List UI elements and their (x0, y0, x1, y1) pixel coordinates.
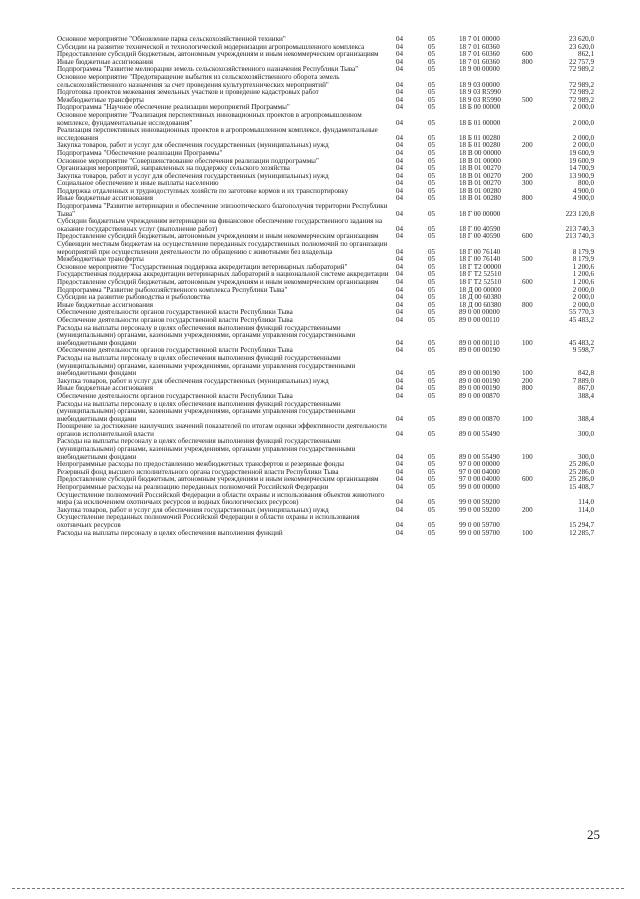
row-target-article: 18 Г 00 00000 (459, 209, 501, 218)
row-podrazdel: 05 (428, 293, 436, 302)
row-target-article: 18 7 01 60360 (459, 57, 500, 66)
table-row (0, 241, 640, 256)
row-sum: 23 620,0 (569, 35, 594, 43)
row-sum: 72 989,2 (569, 88, 594, 97)
row-podrazdel: 05 (428, 521, 436, 529)
row-target-article: 18 7 01 00000 (459, 35, 500, 43)
row-razdel: 04 (396, 300, 404, 309)
row-razdel: 04 (396, 80, 404, 89)
row-razdel: 04 (396, 88, 404, 97)
page-number: 25 (587, 827, 600, 842)
row-podrazdel: 05 (428, 498, 436, 507)
row-sum: 300,0 (578, 452, 594, 461)
row-razdel: 04 (396, 460, 404, 469)
row-podrazdel: 05 (428, 391, 436, 400)
row-target-article: 89 0 00 00110 (459, 338, 500, 347)
row-sum: 13 900,9 (569, 171, 594, 180)
row-target-article: 18 В 00 00000 (459, 148, 501, 157)
row-target-article: 89 0 00 00870 (459, 414, 500, 423)
row-sum: 388,4 (578, 391, 594, 400)
row-sum: 4 900,0 (572, 194, 594, 203)
row-expense-type: 100 (522, 528, 533, 537)
row-name: Субсидии на развитие технической и технологической модернизации агропромышленного комплекса (57, 42, 365, 51)
row-razdel: 04 (396, 164, 404, 173)
row-razdel: 04 (396, 50, 404, 59)
row-name: Межбюджетные трансферты (57, 95, 144, 104)
row-target-article: 18 9 03 R5990 (459, 95, 501, 104)
row-expense-type: 600 (522, 232, 533, 241)
row-target-article: 97 0 00 04000 (459, 475, 500, 484)
row-razdel: 04 (396, 95, 404, 104)
row-name: Обеспечение деятельности органов государственной власти Республики Тыва (57, 346, 293, 355)
table-row (0, 355, 640, 378)
row-podrazdel: 05 (428, 65, 436, 74)
row-expense-type: 300 (522, 179, 533, 188)
row-podrazdel: 05 (428, 103, 436, 112)
row-sum: 800,0 (578, 179, 594, 188)
row-razdel: 04 (396, 521, 404, 529)
row-razdel: 04 (396, 247, 404, 256)
row-target-article: 18 Г Т2 52510 (459, 278, 502, 286)
row-sum: 1 200,6 (572, 278, 594, 286)
row-sum: 55 770,3 (569, 308, 594, 317)
row-podrazdel: 05 (428, 528, 436, 537)
row-podrazdel: 05 (428, 452, 436, 461)
row-name: Расходы на выплаты персоналу в целях обеспечения выполнения функций государственными (муниципальными) органами, казенными учреждениями, органами управления государственными внебюджетными фондами (57, 323, 356, 347)
row-name: Закупка товаров, работ и услуг для обеспечения государственных (муниципальных) нужд (57, 171, 329, 180)
row-podrazdel: 05 (428, 346, 436, 355)
row-razdel: 04 (396, 528, 404, 537)
row-target-article: 18 В 01 00270 (459, 171, 501, 180)
row-name: Расходы на выплаты персоналу в целях обеспечения выполнения функций государственными (муниципальными) органами, казенными учреждениями, органами управления государственными внебюджетными фондами (57, 353, 356, 378)
row-name: Реализация перспективных инновационных проектов в агропромышленном комплексе, фундаментальные исследования (57, 126, 378, 142)
row-podrazdel: 05 (428, 300, 436, 309)
row-sum: 114,0 (578, 498, 594, 507)
row-razdel: 04 (396, 255, 404, 264)
row-name: Основное мероприятие "Обновление парка сельскохозяйственной техники" (57, 35, 286, 43)
table-row (0, 401, 640, 424)
row-podrazdel: 05 (428, 194, 436, 203)
row-name: Осуществление переданных полномочий Российской Федерации в области охраны и использования охотничьих ресурсов (57, 513, 360, 529)
row-target-article: 18 Г 00 40590 (459, 232, 501, 241)
row-razdel: 04 (396, 285, 404, 294)
row-target-article: 97 0 00 00000 (459, 460, 500, 469)
row-name: Обеспечение деятельности органов государственной власти Республики Тыва (57, 308, 293, 317)
table-row (0, 423, 640, 438)
row-sum: 2 000,0 (572, 293, 594, 302)
row-podrazdel: 05 (428, 315, 436, 324)
row-name: Иные бюджетные ассигнования (57, 300, 154, 309)
row-name: Иные бюджетные ассигнования (57, 57, 154, 66)
row-razdel: 04 (396, 148, 404, 157)
row-target-article: 18 В 01 00280 (459, 186, 501, 195)
row-podrazdel: 05 (428, 156, 436, 165)
row-name: Основное мероприятие "Предотвращение выбытия из сельскохозяйственного оборота земель сельскохозяйственного назначения за счет проведения культуртехнических мероприятий" (57, 72, 340, 89)
row-target-article: 18 В 01 00270 (459, 179, 501, 188)
row-razdel: 04 (396, 278, 404, 286)
row-podrazdel: 05 (428, 95, 436, 104)
row-expense-type: 200 (522, 376, 533, 385)
row-sum: 15 408,7 (569, 483, 594, 492)
table-row (0, 514, 640, 529)
row-razdel: 04 (396, 384, 404, 393)
row-podrazdel: 05 (428, 209, 436, 218)
row-target-article: 18 Б 00 00000 (459, 103, 501, 112)
row-name: Предоставление субсидий бюджетным, автономным учреждениям и иным некоммерческим организациям (57, 50, 379, 59)
row-name: Обеспечение деятельности органов государственной власти Республики Тыва (57, 315, 293, 324)
row-sum: 72 989,2 (569, 65, 594, 74)
row-name: Основное мероприятие "Реализация перспективных инновационных проектов в агропромышленном комплексе, фундаментальные исследования" (57, 110, 362, 127)
row-podrazdel: 05 (428, 285, 436, 294)
budget-table (0, 36, 640, 537)
row-name: Основное мероприятие "Совершенствование обеспечения реализации подпрограммы" (57, 156, 319, 165)
row-sum: 45 483,2 (569, 338, 594, 347)
row-target-article: 18 Г 00 76140 (459, 247, 501, 256)
row-podrazdel: 05 (428, 270, 436, 279)
row-sum: 4 900,0 (572, 186, 594, 195)
row-sum: 8 179,9 (572, 255, 594, 264)
row-sum: 22 757,9 (569, 57, 594, 66)
row-razdel: 04 (396, 483, 404, 492)
row-name: Иные бюджетные ассигнования (57, 384, 154, 393)
row-razdel: 04 (396, 171, 404, 180)
row-podrazdel: 05 (428, 467, 436, 476)
row-sum: 25 286,0 (569, 467, 594, 476)
row-podrazdel: 05 (428, 505, 436, 514)
row-target-article: 18 Г Т2 52510 (459, 270, 502, 279)
row-sum: 862,1 (578, 50, 594, 59)
row-target-article: 89 0 00 00110 (459, 315, 500, 324)
row-target-article: 99 0 00 00000 (459, 483, 500, 492)
row-name: Иные бюджетные ассигнования (57, 194, 154, 203)
row-razdel: 04 (396, 194, 404, 203)
row-sum: 7 889,0 (572, 376, 594, 385)
row-sum: 72 989,2 (569, 95, 594, 104)
row-podrazdel: 05 (428, 232, 436, 241)
row-podrazdel: 05 (428, 308, 436, 317)
row-razdel: 04 (396, 391, 404, 400)
row-name: Закупка товаров, работ и услуг для обеспечения государственных (муниципальных) нужд (57, 376, 329, 385)
row-target-article: 18 Г 00 76140 (459, 255, 501, 264)
row-razdel: 04 (396, 133, 404, 142)
row-name: Закупка товаров, работ и услуг для обеспечения государственных (муниципальных) нужд (57, 141, 329, 150)
row-target-article: 18 7 01 60360 (459, 42, 500, 51)
row-name: Обеспечение деятельности органов государственной власти Республики Тыва (57, 391, 293, 400)
row-name: Расходы на выплаты персоналу в целях обеспечения выполнения функций (57, 528, 283, 537)
row-razdel: 04 (396, 505, 404, 514)
row-sum: 9 598,7 (572, 346, 594, 355)
row-razdel: 04 (396, 467, 404, 476)
row-name: Поддержка отдаленных и труднодоступных хозяйств по заготовке кормов и их транспортировку (57, 186, 349, 195)
table-row (0, 325, 640, 348)
row-sum: 8 179,9 (572, 247, 594, 256)
row-expense-type: 200 (522, 505, 533, 514)
row-target-article: 18 9 03 R5990 (459, 88, 501, 97)
footer-rule (12, 888, 624, 889)
row-razdel: 04 (396, 369, 404, 378)
row-name: Государственная поддержка аккредитации ветеринарных лабораторий в национальной системе аккредитации (57, 270, 389, 279)
row-name: Поощрение за достижение наилучших значений показателей по итогам оценки эффективности деятельности органов исполнительной власти (57, 422, 387, 438)
row-target-article: 18 9 00 00000 (459, 65, 500, 74)
row-expense-type: 800 (522, 194, 533, 203)
row-podrazdel: 05 (428, 224, 436, 233)
row-name: Субвенции местным бюджетам на осуществление переданных государственных полномочий по организации мероприятий при осуществлении деятельности по обращению с животными без владельца (57, 240, 388, 256)
row-name: Подготовка проектов межевания земельных участков и проведение кадастровых работ (57, 88, 319, 97)
row-name: Подпрограмма "Научное обеспечение реализации мероприятий Программы" (57, 103, 290, 112)
row-target-article: 99 0 00 59700 (459, 528, 500, 537)
row-name: Расходы на выплаты персоналу в целях обеспечения выполнения функций государственными (муниципальными) органами, казенными учреждениями, органами управления государственными внебюджетными фондами (57, 399, 356, 423)
row-sum: 300,0 (578, 429, 594, 438)
row-razdel: 04 (396, 315, 404, 324)
row-name: Подпрограмма "Обеспечение реализации Программы" (57, 148, 223, 157)
table-row (0, 438, 640, 461)
row-podrazdel: 05 (428, 80, 436, 89)
row-target-article: 18 В 01 00270 (459, 164, 501, 173)
row-razdel: 04 (396, 209, 404, 218)
row-razdel: 04 (396, 498, 404, 507)
row-podrazdel: 05 (428, 255, 436, 264)
row-sum: 25 286,0 (569, 475, 594, 484)
row-podrazdel: 05 (428, 338, 436, 347)
row-podrazdel: 05 (428, 384, 436, 393)
row-podrazdel: 05 (428, 50, 436, 59)
row-podrazdel: 05 (428, 164, 436, 173)
row-name: Подпрограмма "Развитие мелиорации земель сельскохозяйственного назначения Республики Тыва" (57, 65, 359, 74)
row-sum: 2 000,0 (572, 103, 594, 112)
row-target-article: 18 Г Т2 00000 (459, 262, 502, 271)
row-podrazdel: 05 (428, 88, 436, 97)
row-sum: 223 120,8 (565, 209, 594, 218)
row-name: Непрограммные расходы на реализацию переданных полномочий Российской Федерации (57, 483, 329, 492)
row-sum: 2 000,0 (572, 118, 594, 127)
row-name: Предоставление субсидий бюджетным, автономным учреждениям и иным некоммерческим организациям (57, 475, 379, 484)
row-podrazdel: 05 (428, 475, 436, 484)
row-target-article: 18 Б 01 00280 (459, 133, 501, 142)
row-podrazdel: 05 (428, 179, 436, 188)
row-podrazdel: 05 (428, 460, 436, 469)
row-razdel: 04 (396, 270, 404, 279)
row-razdel: 04 (396, 308, 404, 317)
row-sum: 45 483,2 (569, 315, 594, 324)
row-sum: 14 700,9 (569, 164, 594, 173)
row-podrazdel: 05 (428, 35, 436, 43)
row-razdel: 04 (396, 42, 404, 51)
row-razdel: 04 (396, 35, 404, 43)
row-target-article: 89 0 00 00190 (459, 376, 500, 385)
row-razdel: 04 (396, 452, 404, 461)
row-expense-type: 800 (522, 300, 533, 309)
row-target-article: 18 Д 00 00000 (459, 285, 502, 294)
table-row (0, 218, 640, 233)
row-name: Подпрограмма "Развитие рыбохозяйственного комплекса Республики Тыва" (57, 285, 288, 294)
row-name: Социальное обеспечение и иные выплаты населению (57, 179, 219, 188)
table-row (0, 530, 640, 538)
row-sum: 19 600,9 (569, 156, 594, 165)
row-target-article: 99 0 00 59200 (459, 505, 500, 514)
row-sum: 213 740,3 (565, 224, 594, 233)
row-razdel: 04 (396, 224, 404, 233)
row-name: Закупка товаров, работ и услуг для обеспечения государственных (муниципальных) нужд (57, 505, 329, 514)
row-name: Непрограммные расходы по предоставлению межбюджетных трансфертов и резервные фонды (57, 460, 345, 469)
row-target-article: 89 0 00 00870 (459, 391, 500, 400)
row-razdel: 04 (396, 232, 404, 241)
row-podrazdel: 05 (428, 133, 436, 142)
row-podrazdel: 05 (428, 118, 436, 127)
row-target-article: 97 0 00 04000 (459, 467, 500, 476)
row-target-article: 18 Г 00 40590 (459, 224, 501, 233)
row-razdel: 04 (396, 141, 404, 150)
row-razdel: 04 (396, 376, 404, 385)
row-expense-type: 100 (522, 452, 533, 461)
row-name: Субсидии бюджетным учреждениям ветеринарии на финансовое обеспечение государственного задания на оказание государственных услуг (выполнение работ) (57, 217, 383, 233)
row-expense-type: 100 (522, 414, 533, 423)
row-podrazdel: 05 (428, 278, 436, 286)
row-podrazdel: 05 (428, 141, 436, 150)
row-razdel: 04 (396, 475, 404, 484)
row-target-article: 18 В 01 00000 (459, 156, 501, 165)
row-name: Расходы на выплаты персоналу в целях обеспечения выполнения функций государственными (муниципальными) органами, казенными учреждениями, органами управления государственными внебюджетными фондами (57, 437, 356, 461)
row-expense-type: 600 (522, 475, 533, 484)
row-name: Предоставление субсидий бюджетным, автономным учреждениям и иным некоммерческим организациям (57, 278, 379, 286)
row-podrazdel: 05 (428, 483, 436, 492)
row-sum: 2 000,0 (572, 133, 594, 142)
row-target-article: 18 Б 01 00000 (459, 118, 501, 127)
row-sum: 72 989,2 (569, 80, 594, 89)
row-razdel: 04 (396, 186, 404, 195)
row-razdel: 04 (396, 338, 404, 347)
row-target-article: 89 0 00 00190 (459, 384, 500, 393)
row-target-article: 89 0 00 00000 (459, 308, 500, 317)
row-target-article: 18 Б 01 00280 (459, 141, 501, 150)
row-sum: 15 294,7 (569, 521, 594, 529)
row-podrazdel: 05 (428, 262, 436, 271)
row-expense-type: 100 (522, 369, 533, 378)
row-podrazdel: 05 (428, 376, 436, 385)
row-sum: 2 000,0 (572, 141, 594, 150)
row-name: Субсидии на развитие рыбоводства и рыболовства (57, 293, 210, 302)
row-target-article: 89 0 00 55490 (459, 452, 500, 461)
row-podrazdel: 05 (428, 57, 436, 66)
row-sum: 2 000,0 (572, 285, 594, 294)
row-sum: 1 200,6 (572, 262, 594, 271)
row-razdel: 04 (396, 293, 404, 302)
row-razdel: 04 (396, 346, 404, 355)
row-podrazdel: 05 (428, 186, 436, 195)
row-sum: 2 000,0 (572, 300, 594, 309)
row-expense-type: 600 (522, 50, 533, 59)
row-podrazdel: 05 (428, 429, 436, 438)
row-razdel: 04 (396, 414, 404, 423)
row-podrazdel: 05 (428, 148, 436, 157)
row-expense-type: 500 (522, 95, 533, 104)
row-target-article: 18 В 01 00280 (459, 194, 501, 203)
row-expense-type: 200 (522, 141, 533, 150)
table-row (0, 203, 640, 218)
row-razdel: 04 (396, 118, 404, 127)
row-podrazdel: 05 (428, 414, 436, 423)
row-name: Резервный фонд высшего исполнительного органа государственной власти Республики Тыва (57, 467, 339, 476)
row-target-article: 99 0 00 59700 (459, 521, 500, 529)
row-sum: 842,8 (578, 369, 594, 378)
row-sum: 23 620,0 (569, 42, 594, 51)
row-razdel: 04 (396, 156, 404, 165)
row-target-article: 18 Д 00 60380 (459, 293, 502, 302)
row-target-article: 99 0 00 59200 (459, 498, 500, 507)
table-row (0, 74, 640, 89)
row-name: Основное мероприятие "Государственная поддержка аккредитации ветеринарных лабораторий" (57, 262, 348, 271)
row-expense-type: 500 (522, 255, 533, 264)
table-row (0, 492, 640, 507)
row-name: Организация мероприятий, направленных на поддержку сельского хозяйства (57, 164, 290, 173)
row-expense-type: 200 (522, 171, 533, 180)
row-target-article: 18 7 01 60360 (459, 50, 500, 59)
row-name: Осуществление полномочий Российской Федерации в области охраны и использования объектов животного мира (за исключением охотничьих ресурсов и водных биологических ресурсов) (57, 490, 385, 507)
row-sum: 114,0 (578, 505, 594, 514)
row-name: Предоставление субсидий бюджетным, автономным учреждениям и иным некоммерческим организациям (57, 232, 379, 241)
row-podrazdel: 05 (428, 247, 436, 256)
row-sum: 213 740,3 (565, 232, 594, 241)
row-expense-type: 800 (522, 57, 533, 66)
row-razdel: 04 (396, 65, 404, 74)
row-target-article: 89 0 00 55490 (459, 429, 500, 438)
row-razdel: 04 (396, 103, 404, 112)
row-sum: 25 286,0 (569, 460, 594, 469)
row-name: Подпрограмма "Развитие ветеринарии и обеспечение эпизоотического благополучия территории Республики Тыва" (57, 202, 388, 218)
row-expense-type: 800 (522, 384, 533, 393)
row-expense-type: 100 (522, 338, 533, 347)
row-name: Межбюджетные трансферты (57, 255, 144, 264)
row-podrazdel: 05 (428, 369, 436, 378)
table-row (0, 112, 640, 127)
row-target-article: 18 Д 00 60380 (459, 300, 502, 309)
table-row (0, 127, 640, 142)
row-sum: 19 600,9 (569, 148, 594, 157)
row-sum: 12 285,7 (569, 528, 594, 537)
row-target-article: 18 9 03 00000 (459, 80, 500, 89)
row-sum: 867,0 (578, 384, 594, 393)
row-razdel: 04 (396, 262, 404, 271)
row-razdel: 04 (396, 429, 404, 438)
row-razdel: 04 (396, 57, 404, 66)
row-sum: 1 200,6 (572, 270, 594, 279)
row-expense-type: 600 (522, 278, 533, 286)
row-target-article: 89 0 00 00190 (459, 346, 500, 355)
row-target-article: 89 0 00 00190 (459, 369, 500, 378)
row-podrazdel: 05 (428, 171, 436, 180)
row-sum: 388,4 (578, 414, 594, 423)
row-razdel: 04 (396, 179, 404, 188)
row-podrazdel: 05 (428, 42, 436, 51)
